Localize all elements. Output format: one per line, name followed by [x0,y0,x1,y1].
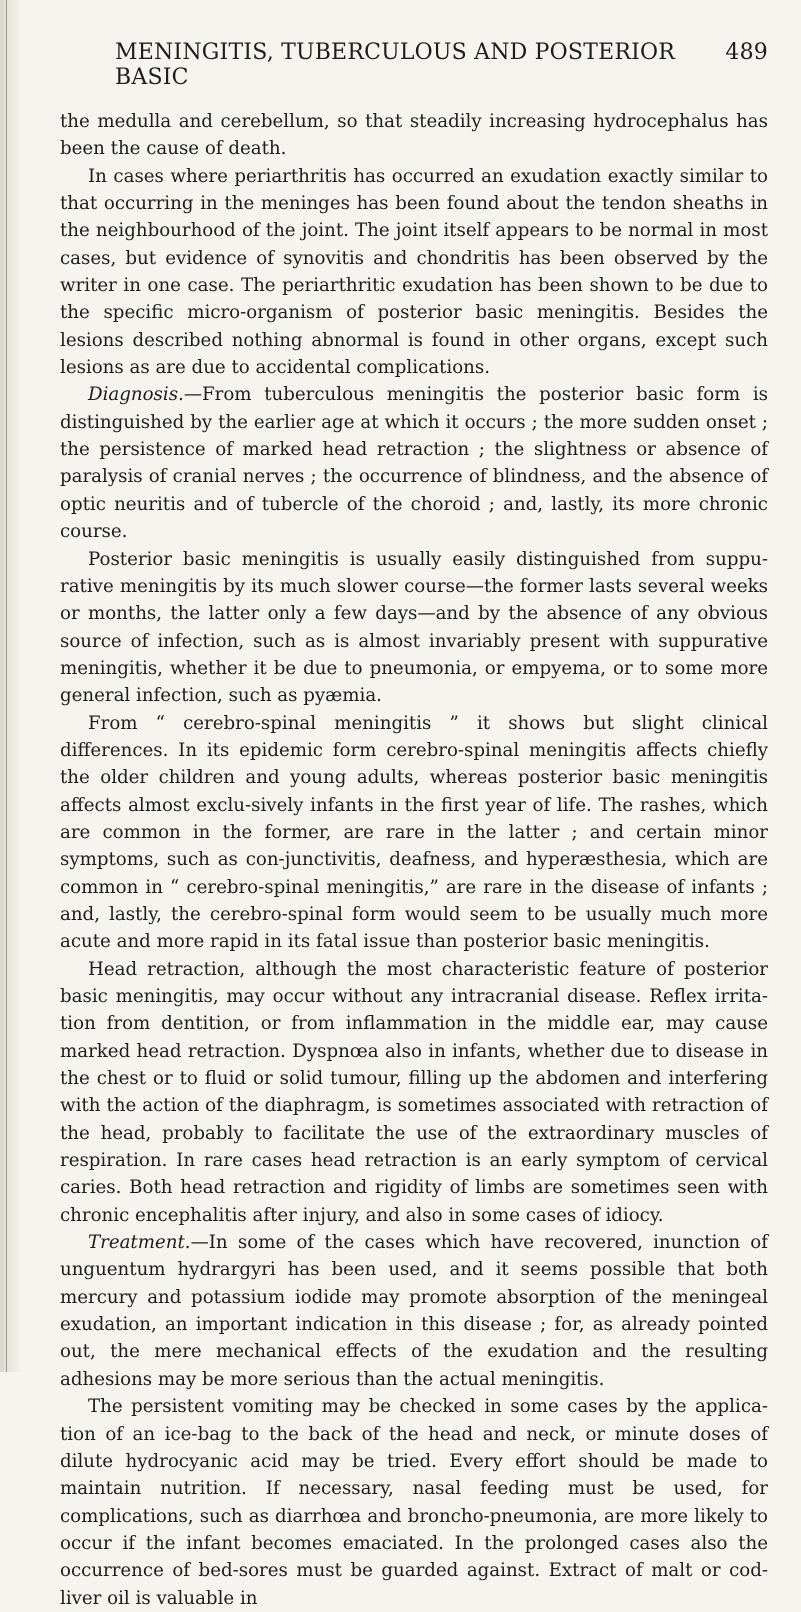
body-text [60,108,768,1612]
paragraph [60,956,768,1229]
paragraph-text: Posterior basic meningitis is usually easily distinguished from suppu-rative meningitis by its much slower course—the former lasts several weeks or months, the latter only a few days—and by the absence of any obvious source of infection, such as is almost invariably present with suppurative meningitis, whether it be due to pneumonia, or empyema, or to some more general infection, such as pyæmia. [60,548,768,707]
paragraph [60,108,768,163]
paragraph-text: In cases where periarthritis has occurred an exudation exactly similar to that occurring in the meninges has been found about the tendon sheaths in the neighbourhood of the joint. The joint itself appears to be normal in most cases, but evidence of synovitis and chondritis has been observed by the writer in one case. The periarthritic exudation has been shown to be due to the specific micro-organism of posterior basic meningitis. Besides the lesions described nothing abnormal is found in other organs, except such lesions as are due to accidental complications. [60,165,768,379]
paragraph [60,381,768,545]
paragraph-text: the medulla and cerebellum, so that steadily increasing hydrocephalus has been the cause of death. [60,111,768,160]
paragraph [60,546,768,710]
paragraph [60,1393,768,1612]
paragraph-text: —From tuberculous meningitis the posterior basic form is distinguished by the earlier age at which it occurs ; the more sudden onset ; the persistence of marked head retraction ; the slightness or absence of paralysis of cranial nerves ; the occurrence of blindness, and the absence of optic neuritis and of tubercle of the choroid ; and, lastly, its more chronic course. [60,384,768,543]
section-heading-treatment: Treatment. [88,1232,191,1254]
paragraph-text: The persistent vomiting may be checked in some cases by the applica-tion of an ice-bag to the back of the head and neck, or minute doses of dilute hydrocyanic acid may be tried. Every effort should be made to maintain nutrition. If necessary, nasal feeding must be used, for complications, such as diarrhœa and broncho-pneumonia, are more likely to occur if the infant becomes emaciated. In the prolonged cases also the occurrence of bed-sores must be guarded against. Extract of malt or cod-liver oil is valuable in [60,1396,768,1609]
running-head [115,40,768,90]
page-binding-line [6,0,7,1372]
paragraph-text: From “ cerebro-spinal meningitis ” it shows but slight clinical differences. In its epidemic form cerebro-spinal meningitis affects chiefly the older children and young adults, whereas posterior basic meningitis affects almost exclu-sively infants in the first year of life. The rashes, which are common in the former, are rare in the latter ; and certain minor symptoms, such as con-junctivitis, deafness, and hyperæsthesia, which are common in “ cerebro-spinal meningitis,” are rare in the disease of infants ; and, lastly, the cerebro-spinal form would seem to be usually much more acute and more rapid in its fatal issue than posterior basic meningitis. [60,712,768,953]
page-number: 489 [725,40,768,65]
paragraph-text: Head retraction, although the most characteristic feature of posterior basic meningitis, may occur without any intracranial disease. Reflex irrita-tion from dentition, or from inflammation in the middle ear, may cause marked head retraction. Dyspnœa also in infants, whether due to disease in the chest or to fluid or solid tumour, filling up the abdomen and interfering with the action of the diaphragm, is sometimes associated with retraction of the head, probably to facilitate the use of the extraordinary muscles of respiration. In rare cases head retraction is an early symptom of cervical caries. Both head retraction and rigidity of limbs are sometimes seen with chronic encephalitis after injury, and also in some cases of idiocy. [60,958,768,1226]
book-page [60,40,768,1612]
page-binding-edge [0,0,22,1372]
paragraph [60,1229,768,1393]
section-heading-diagnosis: Diagnosis. [88,384,184,406]
running-head-title: MENINGITIS, TUBERCULOUS AND POSTERIOR BASIC [115,40,675,90]
paragraph [60,710,768,956]
paragraph-text: —In some of the cases which have recovered, inunction of unguentum hydrargyri has been used, and it seems possible that both mercury and potassium iodide may promote absorption of the meningeal exudation, an important indication in this disease ; for, as already pointed out, the mere mechanical effects of the exudation and the resulting adhesions may be more serious than the actual meningitis. [60,1232,768,1390]
paragraph [60,163,768,382]
